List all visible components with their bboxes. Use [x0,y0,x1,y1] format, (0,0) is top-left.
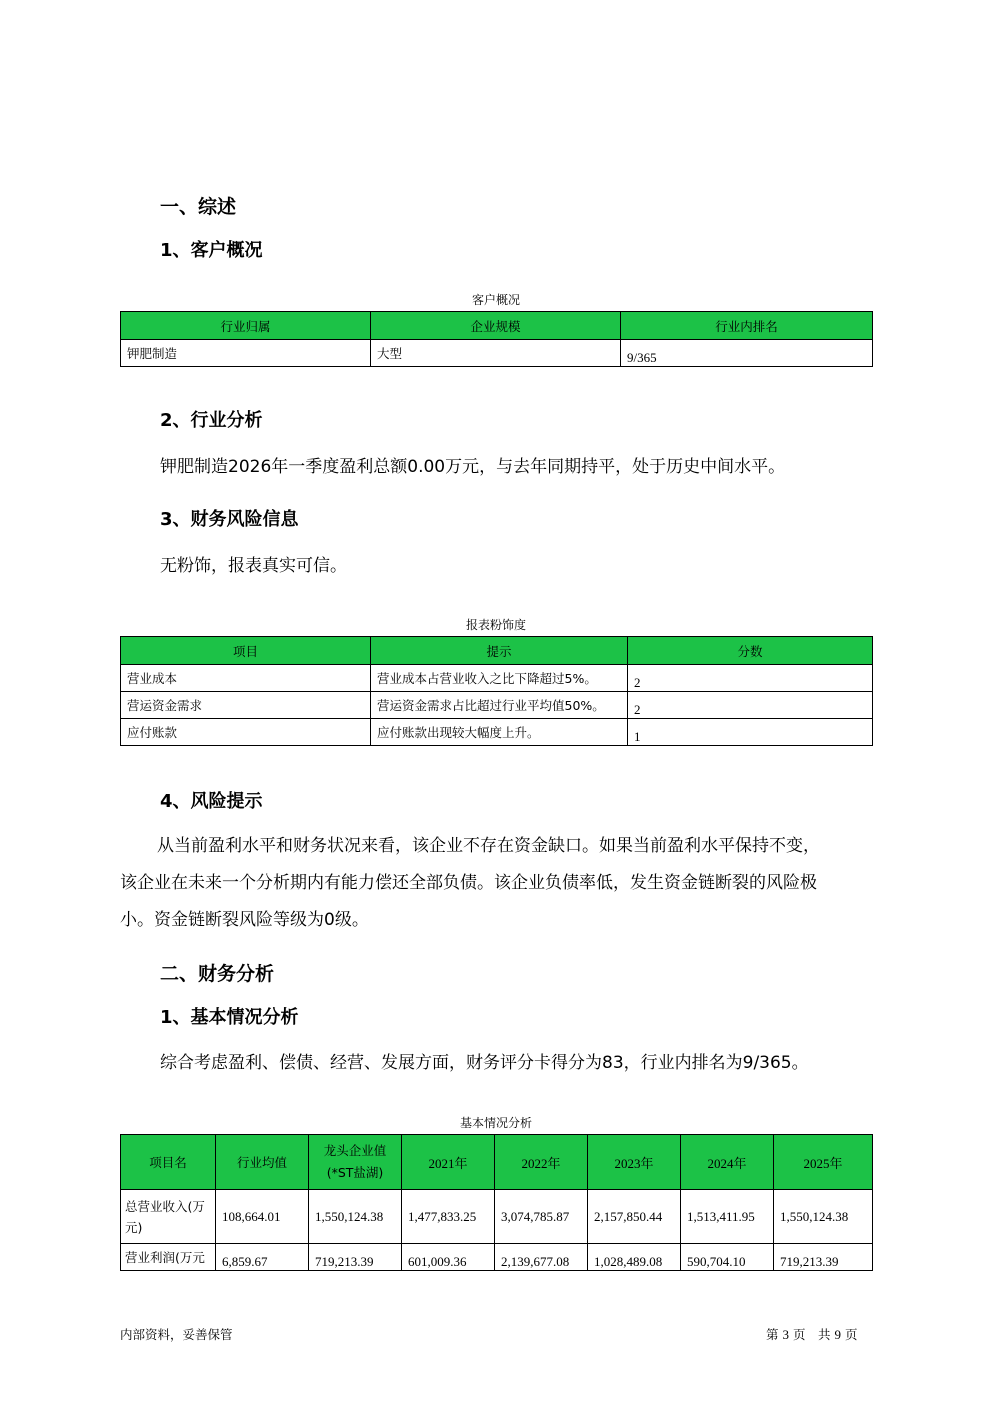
customer-table [120,311,873,367]
row-label-line: 元) [125,1219,143,1235]
table-cell: 营业利润(万元 [121,1244,216,1271]
table-cell: 营业成本占营业收入之比下降超过5%。 [371,665,628,692]
section-title-overview: 一、综述 [160,196,237,218]
table-cell: 590,704.10 [681,1244,774,1271]
subsection-title-basic-analysis: 1、基本情况分析 [160,1007,299,1028]
table-row [121,1190,873,1244]
footer-page-number [766,1325,857,1343]
basic-table [120,1134,873,1271]
table-header-line: (*ST盐湖) [326,1165,384,1180]
table-cell: 9/365 [621,340,873,367]
footer-total-pages: 9 [834,1327,841,1342]
table-cell: 1,028,489.08 [588,1244,681,1271]
table-header: 行业归属 [121,312,371,340]
table-cell: 108,664.01 [216,1190,309,1244]
table-row [121,1244,873,1271]
table-header: 项目 [121,637,371,665]
table-cell: 营运资金需求 [121,692,371,719]
footer-page-prefix: 第 [766,1327,779,1342]
subsection-title-financial-risk: 3、财务风险信息 [160,509,299,530]
table-header: 2022年 [495,1135,588,1190]
subsection-title-customer: 1、客户概况 [160,240,263,261]
table-cell: 1,550,124.38 [774,1190,873,1244]
risk-warning-line-2: 该企业在未来一个分析期内有能力偿还全部负债。该企业负债率低，发生资金链断裂的风险极 [120,873,817,893]
table-cell: 601,009.36 [402,1244,495,1271]
table-cell: 1,477,833.25 [402,1190,495,1244]
table-cell: 6,859.67 [216,1244,309,1271]
footer-current-page: 3 [782,1327,789,1342]
table-header: 项目名 [121,1135,216,1190]
table-cell: 1,513,411.95 [681,1190,774,1244]
table-cell: 719,213.39 [774,1244,873,1271]
table-caption-customer: 客户概况 [471,293,520,307]
table-header: 2023年 [588,1135,681,1190]
section-title-financial-analysis: 二、财务分析 [160,963,275,985]
footer-page-mid: 页 共 [792,1327,831,1342]
table-row [121,692,873,719]
table-header-line: 龙头企业值 [323,1143,387,1158]
table-header: 行业内排名 [621,312,873,340]
table-cell-row-label [121,1190,216,1244]
table-header: 行业均值 [216,1135,309,1190]
table-cell: 2,139,677.08 [495,1244,588,1271]
table-row [121,719,873,746]
table-cell: 钾肥制造 [121,340,371,367]
subsection-title-industry: 2、行业分析 [160,410,263,431]
table-cell: 应付账款 [121,719,371,746]
row-label-line: 总营业收入(万 [125,1198,205,1214]
table-cell: 2 [628,665,873,692]
footer-page-suffix: 页 [844,1327,858,1342]
table-cell: 大型 [371,340,621,367]
table-cell: 2 [628,692,873,719]
table-header: 2021年 [402,1135,495,1190]
table-cell: 营业成本 [121,665,371,692]
subsection-title-risk-warning: 4、风险提示 [160,791,263,812]
risk-warning-line-1: 从当前盈利水平和财务状况来看，该企业不存在资金缺口。如果当前盈利水平保持不变， [157,836,820,856]
table-cell: 2,157,850.44 [588,1190,681,1244]
table-header: 企业规模 [371,312,621,340]
table-header: 分数 [628,637,873,665]
financial-risk-text: 无粉饰，报表真实可信。 [160,556,347,576]
table-header-leading-company [309,1135,402,1190]
industry-analysis-text: 钾肥制造2026年一季度盈利总额0.00万元，与去年同期持平，处于历史中间水平。 [160,457,786,477]
table-header: 2024年 [681,1135,774,1190]
basic-analysis-text: 综合考虑盈利、偿债、经营、发展方面，财务评分卡得分为83，行业内排名为9/365。 [160,1053,809,1073]
table-caption-basic: 基本情况分析 [459,1116,532,1130]
table-header: 提示 [371,637,628,665]
table-caption-report: 报表粉饰度 [465,618,526,632]
table-row [121,340,873,367]
table-header: 2025年 [774,1135,873,1190]
table-row [121,665,873,692]
table-cell: 719,213.39 [309,1244,402,1271]
table-cell: 营运资金需求占比超过行业平均值50%。 [371,692,628,719]
table-cell: 1 [628,719,873,746]
footer-confidential: 内部资料，妥善保管 [120,1327,233,1342]
risk-warning-line-3: 小。资金链断裂风险等级为0级。 [120,910,369,930]
table-cell: 1,550,124.38 [309,1190,402,1244]
table-cell: 3,074,785.87 [495,1190,588,1244]
report-table [120,636,873,746]
table-cell: 应付账款出现较大幅度上升。 [371,719,628,746]
